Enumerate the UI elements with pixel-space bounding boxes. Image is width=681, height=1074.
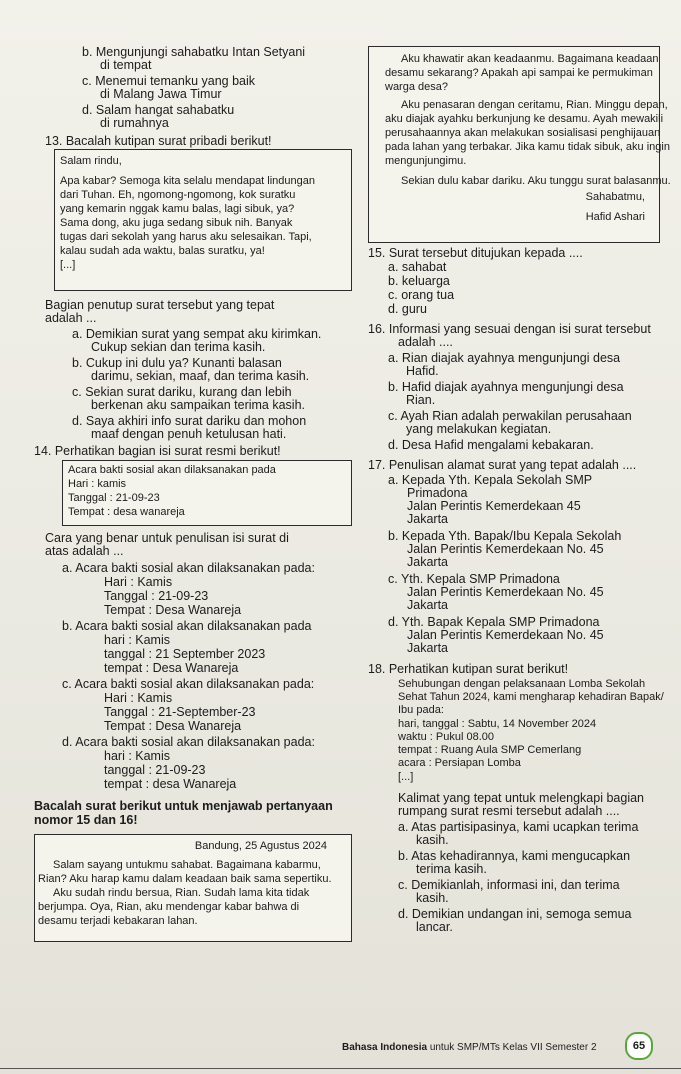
q17-option-d-line: Jalan Perintis Kemerdekaan No. 45	[407, 628, 604, 642]
q18-quote-line: hari, tanggal : Sabtu, 14 November 2024	[398, 718, 597, 730]
q18-option-a: a. Atas partisipasinya, kami ucapkan terima	[398, 820, 639, 834]
q15-option: c. orang tua	[388, 288, 455, 302]
q18-quote-line: Sehat Tahun 2024, kami mengharap kehadiran Bapak/	[398, 691, 664, 703]
q16-option-d: d. Desa Hafid mengalami kebakaran.	[388, 438, 594, 452]
q14-option-d-row: hari : Kamis	[104, 749, 170, 763]
q14-option-d: d. Acara bakti sosial akan dilaksanakan pada:	[62, 735, 315, 749]
letter-cont-line: Aku penasaran dengan ceritamu, Rian. Minggu depan,	[401, 99, 668, 111]
letter-box	[34, 834, 352, 942]
q13-letter-line: tugas dari sekolah yang harus aku selesaikan. Tapi,	[60, 231, 312, 243]
q16-option-a: a. Rian diajak ayahnya mengunjungi desa	[388, 351, 621, 365]
q12-option-b-line2: di tempat	[100, 58, 152, 72]
q17-option-c-line: Jakarta	[407, 598, 448, 612]
q17-option-a-line: Jalan Perintis Kemerdekaan 45	[407, 499, 581, 513]
q17-option-c-line: Jalan Perintis Kemerdekaan No. 45	[407, 585, 604, 599]
instruction-text: Bacalah surat berikut untuk menjawab pertanyaan	[34, 799, 333, 813]
q13-option-b: b. Cukup ini dulu ya? Kunanti balasan	[72, 356, 282, 370]
q14-option-b-row: hari : Kamis	[104, 633, 170, 647]
q13-prompt-line2: adalah ...	[45, 311, 97, 325]
q13-option-c-line2: berkenan aku sampaikan terima kasih.	[91, 398, 306, 412]
q16-option-c: c. Ayah Rian adalah perwakilan perusahaan	[388, 409, 632, 423]
q14-box-line: Acara bakti sosial akan dilaksanakan pada	[68, 464, 276, 476]
q16-option-b: b. Hafid diajak ayahnya mengunjungi desa	[388, 380, 624, 394]
q13-option-d-line2: maaf dengan penuh ketulusan hati.	[91, 427, 287, 441]
q17-option-d: d. Yth. Bapak Kepala SMP Primadona	[388, 615, 600, 629]
q12-option-c-line2: di Malang Jawa Timur	[100, 87, 222, 101]
q13-letter-line: yang kemarin nggak kamu balas, lagi sibuk, ya?	[60, 203, 295, 215]
letter-closing: Sahabatmu,	[585, 191, 645, 203]
letter-cont-line: perusahaannya akan melakukan sosialisasi penghijauan	[385, 127, 661, 139]
q18-option-a-line2: kasih.	[416, 833, 449, 847]
q18-quote-line: waktu : Pukul 08.00	[398, 731, 495, 743]
q18-quote-line: tempat : Ruang Aula SMP Cemerlang	[398, 744, 582, 756]
letter-cont-line: warga desa?	[385, 81, 448, 93]
letter-line: desamu terjadi kebakaran lahan.	[38, 915, 198, 927]
q14-option-b-row: tanggal : 21 September 2023	[104, 647, 266, 661]
q13-letter-line: Salam rindu,	[60, 155, 122, 167]
q14-option-a-row: Tanggal : 21-09-23	[104, 589, 209, 603]
q16-stem-line2: adalah ....	[398, 335, 453, 349]
q18-quote-line: Sehubungan dengan pelaksanaan Lomba Sekolah	[398, 678, 646, 690]
q15-option: d. guru	[388, 302, 427, 316]
letter-cont-line: Aku khawatir akan keadaanmu. Bagaimana keadaan	[401, 53, 659, 65]
q18-option-b-line2: terima kasih.	[416, 862, 487, 876]
q14-option-b: b. Acara bakti sosial akan dilaksanakan pada	[62, 619, 312, 633]
q13-letter-line: kalau sudah ada waktu, balas suratku, ya!	[60, 245, 265, 257]
q17-option-b-line: Jakarta	[407, 555, 448, 569]
q14-option-c-row: Tempat : Desa Wanareja	[104, 719, 242, 733]
letter-line: Aku sudah rindu bersua, Rian. Sudah lama kita tidak	[53, 887, 310, 899]
q17-option-d-line: Jakarta	[407, 641, 448, 655]
footer-subtitle: untuk SMP/MTs Kelas VII Semester 2	[429, 1042, 597, 1053]
letter-line: Rian? Aku harap kamu dalam keadaan baik sama sepertiku.	[38, 873, 332, 885]
q14-box-line: Hari : kamis	[68, 478, 127, 490]
q17-option-a-line: Jakarta	[407, 512, 448, 526]
q18-quote-line: Ibu pada:	[398, 704, 444, 716]
q15-option: b. keluarga	[388, 274, 450, 288]
q13-prompt: Bagian penutup surat tersebut yang tepat	[45, 298, 275, 312]
page-number: 65	[625, 1032, 653, 1060]
letter-line: Salam sayang untukmu sahabat. Bagaimana kabarmu,	[53, 859, 321, 871]
q14-box	[62, 460, 352, 526]
q14-option-a: a. Acara bakti sosial akan dilaksanakan pada:	[62, 561, 315, 575]
q15-stem: 15. Surat tersebut ditujukan kepada ....	[368, 246, 583, 260]
letter-date: Bandung, 25 Agustus 2024	[194, 840, 327, 852]
q18-option-c-line2: kasih.	[416, 891, 449, 905]
q12-option-d-line2: di rumahnya	[100, 116, 169, 130]
q14-option-c: c. Acara bakti sosial akan dilaksanakan pada:	[62, 677, 315, 691]
letter-continuation-box	[368, 46, 671, 243]
q14-prompt: Cara yang benar untuk penulisan isi surat di	[45, 531, 289, 545]
q13-letter-line: Sama dong, aku juga sedang sibuk nih. Banyak	[60, 217, 293, 229]
q14-box-line: Tanggal : 21-09-23	[68, 492, 160, 504]
q18-option-d: d. Demikian undangan ini, semoga semua	[398, 907, 632, 921]
q17-option-a: a. Kepada Yth. Kepala Sekolah SMP	[388, 473, 593, 487]
letter-line: berjumpa. Oya, Rian, aku mendengar kabar bahwa di	[38, 901, 300, 913]
q16-option-c-line2: yang melakukan kegiatan.	[406, 422, 552, 436]
q14-stem: 14. Perhatikan bagian isi surat resmi berikut!	[34, 444, 281, 458]
q18-quote-line: [...]	[398, 771, 414, 783]
q13-stem: 13. Bacalah kutipan surat pribadi berikut!	[45, 134, 272, 148]
q18-option-d-line2: lancar.	[416, 920, 453, 934]
q17-stem: 17. Penulisan alamat surat yang tepat adalah ....	[368, 458, 637, 472]
q14-option-a-row: Hari : Kamis	[104, 575, 173, 589]
q17-option-a-line: Primadona	[407, 486, 468, 500]
letter-cont-line: desamu sekarang? Apakah api sampai ke permukiman	[385, 67, 653, 79]
q13-option-a: a. Demikian surat yang sempat aku kirimkan.	[72, 327, 322, 341]
q13-option-c: c. Sekian surat dariku, kurang dan lebih	[72, 385, 292, 399]
q13-option-d: d. Saya akhiri info surat dariku dan mohon	[72, 414, 307, 428]
q18-option-c: c. Demikianlah, informasi ini, dan terima	[398, 878, 620, 892]
q14-option-b-row: tempat : Desa Wanareja	[104, 661, 239, 675]
q18-prompt-line2: rumpang surat resmi tersebut adalah ....	[398, 804, 620, 818]
q13-letter-line: [...]	[60, 259, 76, 271]
q13-option-a-line2: Cukup sekian dan terima kasih.	[91, 340, 266, 354]
letter-cont-line: Sekian dulu kabar dariku. Aku tunggu surat balasanmu.	[401, 175, 671, 187]
q13-letter-box	[54, 149, 352, 291]
q18-stem: 18. Perhatikan kutipan surat berikut!	[368, 662, 569, 676]
letter-cont-line: pada lahan yang terbakar. Jika kamu tidak sibuk, aku ingin	[385, 141, 670, 153]
page-footer	[342, 1042, 597, 1053]
q14-prompt-line2: atas adalah ...	[45, 544, 124, 558]
q16-option-a-line2: Hafid.	[406, 364, 439, 378]
q12-option-d: d. Salam hangat sahabatku	[82, 103, 235, 117]
q18-quote-line: acara : Persiapan Lomba	[398, 757, 521, 769]
footer-title: Bahasa Indonesia	[342, 1042, 428, 1053]
q14-option-d-row: tanggal : 21-09-23	[104, 763, 206, 777]
q13-option-b-line2: darimu, sekian, maaf, dan terima kasih.	[91, 369, 310, 383]
q14-box-line: Tempat : desa wanareja	[68, 506, 185, 518]
q17-option-b-line: Jalan Perintis Kemerdekaan No. 45	[407, 542, 604, 556]
q13-letter-line: Apa kabar? Semoga kita selalu mendapat lindungan	[60, 175, 316, 187]
q13-letter-line: dari Tuhan. Eh, ngomong-ngomong, kok suratku	[60, 189, 296, 201]
letter-signature: Hafid Ashari	[585, 211, 645, 223]
q17-option-c: c. Yth. Kepala SMP Primadona	[388, 572, 560, 586]
q16-stem: 16. Informasi yang sesuai dengan isi surat tersebut	[368, 322, 651, 336]
letter-cont-line: mengunjungimu.	[385, 155, 467, 167]
q18-prompt: Kalimat yang tepat untuk melengkapi bagian	[398, 791, 644, 805]
q12-option-b: b. Mengunjungi sahabatku Intan Setyani	[82, 45, 306, 59]
q14-option-c-row: Tanggal : 21-September-23	[104, 705, 256, 719]
q14-option-c-row: Hari : Kamis	[104, 691, 173, 705]
q14-option-a-row: Tempat : Desa Wanareja	[104, 603, 242, 617]
q16-option-b-line2: Rian.	[406, 393, 436, 407]
q15-option: a. sahabat	[388, 260, 447, 274]
q18-option-b: b. Atas kehadirannya, kami mengucapkan	[398, 849, 631, 863]
instruction-text-line2: nomor 15 dan 16!	[34, 813, 138, 827]
bottom-divider	[0, 1068, 681, 1069]
letter-cont-line: aku diajak ayahku berkunjung ke desamu. Ayah mewakili	[385, 113, 664, 125]
q14-option-d-row: tempat : desa Wanareja	[104, 777, 237, 791]
q12-option-c: c. Menemui temanku yang baik	[82, 74, 256, 88]
q17-option-b: b. Kepada Yth. Bapak/Ibu Kepala Sekolah	[388, 529, 622, 543]
